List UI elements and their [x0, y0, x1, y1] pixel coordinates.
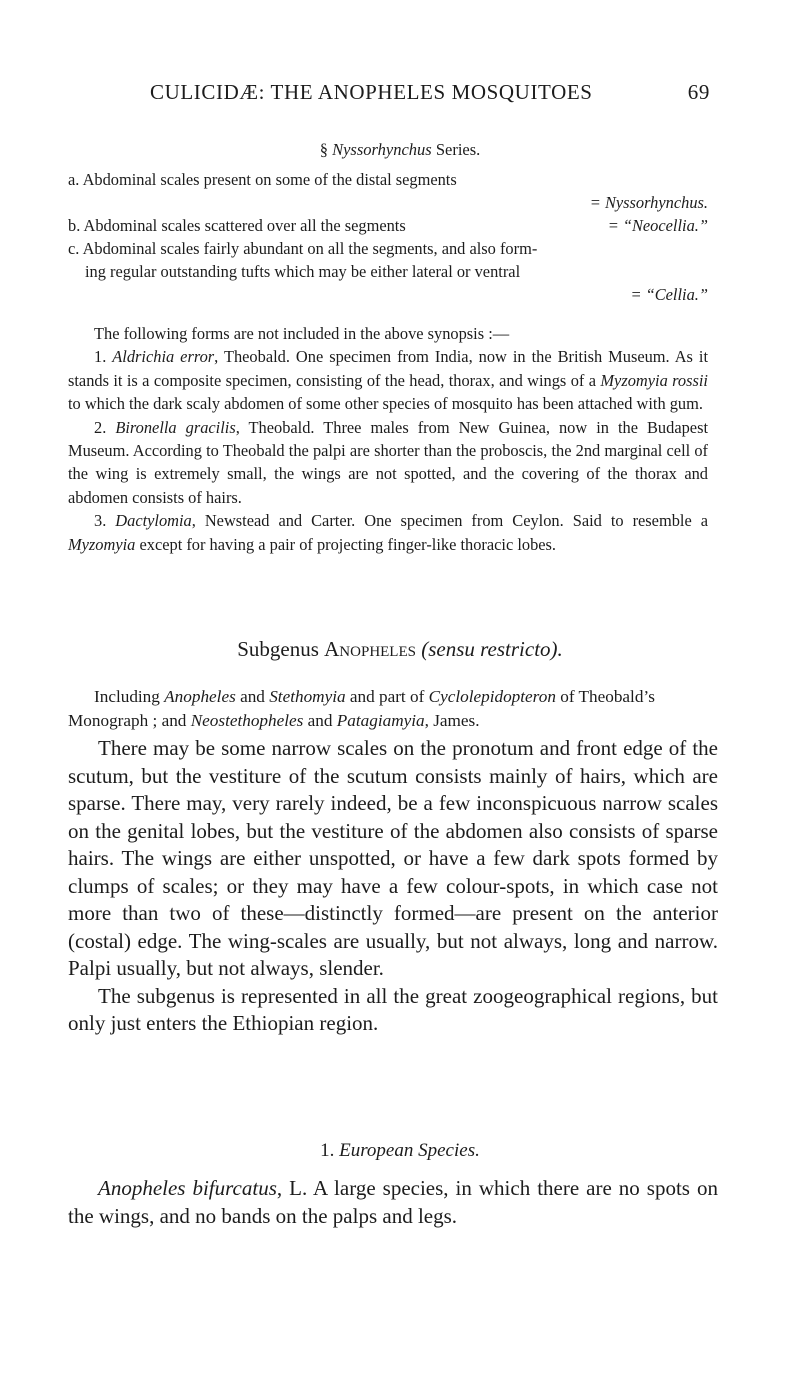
- section-title: European Species.: [339, 1140, 480, 1161]
- key-a-result: [68, 191, 708, 214]
- key-c-text-2: ing regular outstanding tufts which may be either lateral or ventral: [85, 262, 521, 281]
- key-a-genus: = Nyssorhynchus.: [589, 193, 708, 212]
- species-paragraph: [68, 1175, 718, 1230]
- taxon-anopheles: Anopheles: [164, 687, 236, 706]
- excluded-intro: The following forms are not included in the above synopsis :—: [94, 324, 510, 343]
- key-b-result: [68, 214, 708, 237]
- subgenus-description: [68, 735, 718, 1038]
- page-number: 69: [687, 80, 710, 104]
- excluded-forms: [68, 322, 708, 556]
- note-3-text: , Newstead and Carter. One specimen from Ceylon. Said to resemble a: [191, 511, 708, 531]
- series-label: Series.: [431, 140, 481, 159]
- taxon-stethomyia: Stethomyia: [269, 687, 346, 706]
- note-1-text-2: to which the dark scaly abdomen of some other species of mosquito has been attached with gum.: [68, 394, 703, 414]
- distribution-paragraph: The subgenus is represented in all the great zoogeographical regions, but only just enters the Ethiopian region.: [68, 983, 718, 1035]
- note-2-name: Bironella gracilis: [115, 417, 236, 437]
- species-text: , L. A large species, in which there are no spots on the wings, and no bands on the palps and legs.: [68, 1176, 718, 1228]
- key-c-result: [68, 283, 708, 306]
- note-3-name: Dactylomia: [115, 511, 192, 531]
- taxon-cyclolepidopteron: Cyclolepidopteron: [428, 687, 556, 706]
- key-c-genus: = “Cellia.”: [630, 285, 708, 304]
- section-mark: §: [319, 140, 328, 159]
- key-a-text: a. Abdominal scales present on some of the distal segments: [68, 170, 457, 189]
- key-b-genus: = “Neocellia.”: [607, 216, 708, 235]
- note-1-name: Aldrichia error: [112, 347, 215, 367]
- excluded-note-2: 2. Bironella gracilis, Theobald. Three males from New Guinea, now in the Budapest Museum. According to Theobald the palpi are shorter than the proboscis, the 2nd marginal cell of the wing is extremely small, the wings are not spotted, and the covering of the thorax and abdomen consists of hairs.: [68, 417, 708, 507]
- subgenus-heading: [0, 637, 800, 662]
- subgenus-prefix: Subgenus: [237, 637, 325, 661]
- species-entry: [68, 1175, 718, 1230]
- note-3-name-2: Myzomyia: [68, 534, 136, 554]
- note-3-text-2: except for having a pair of projecting finger-like thoracic lobes.: [135, 534, 557, 554]
- excluded-note-1: 1. Aldrichia error, Theobald. One specimen from India, now in the British Museum. As it stands it is a composite specimen, consisting of the head, thorax, and wings of a Myzomyia rossii to which the dark scaly abdomen of some other species of mosquito has been attached with gum.: [68, 347, 709, 414]
- taxon-patagiamyia: Patagiamyia: [336, 711, 425, 730]
- subgenus-qualifier: (sensu restricto).: [421, 637, 563, 661]
- note-1-name-2: Myzomyia rossii: [600, 370, 708, 390]
- key-b-text: b. Abdominal scales scattered over all the segments: [68, 216, 406, 235]
- description-paragraph: There may be some narrow scales on the pronotum and front edge of the scutum, but the vestiture of the scutum consists mainly of hairs, which are sparse. There may, very rarely indeed, be a few inconspicuous narrow scales on the genital lobes, but the vestiture of the abdomen also consists of sparse hairs. The wings are either unspotted, or have a few dark spots formed by clumps of scales; or they may have a few colour-spots, in which case not more than two of these—distinctly formed—are present on the anterior (costal) edge. The wing-scales are usually, but not always, long and narrow. Palpi usually, but not always, slender.: [68, 736, 718, 980]
- european-species-heading: [0, 1140, 800, 1162]
- note-2-text: , Theobald. Three males from New Guinea, now in the Budapest Museum. According to Theobald the palpi are shorter than the proboscis, the 2nd marginal cell of the wing is extremely small, the wings are not spotted, and the covering of the thorax and abdomen consists of hairs.: [68, 417, 708, 507]
- excluded-note-3: 3. Dactylomia, Newstead and Carter. One specimen from Ceylon. Said to resemble a Myzomyia except for having a pair of projecting finger-like thoracic lobes.: [68, 511, 708, 554]
- running-title: CULICIDÆ: THE ANOPHELES MOSQUITOES: [150, 80, 593, 104]
- series-genus: Nyssorhynchus: [332, 140, 432, 159]
- series-heading: [0, 140, 800, 160]
- included-taxa: [68, 685, 718, 733]
- note-1-text: , Theobald. One specimen from India, now in the British Museum. As it stands it is a composite specimen, consisting of the head, thorax, and wings of a: [68, 347, 709, 390]
- species-name: Anopheles bifurcatus: [98, 1176, 277, 1200]
- taxon-neostethopheles: Neostethopheles: [190, 711, 304, 730]
- included-taxa-text: Including Anopheles and Stethomyia and part of Cyclolepidopteron of Theobald’s Monograph ; and Neostethopheles and Patagiamyia, James.: [68, 687, 655, 730]
- section-number: 1.: [320, 1140, 340, 1161]
- subgenus-name: Anopheles: [324, 637, 416, 661]
- key-c-text-1: c. Abdominal scales fairly abundant on all the segments, and also form-: [68, 239, 538, 258]
